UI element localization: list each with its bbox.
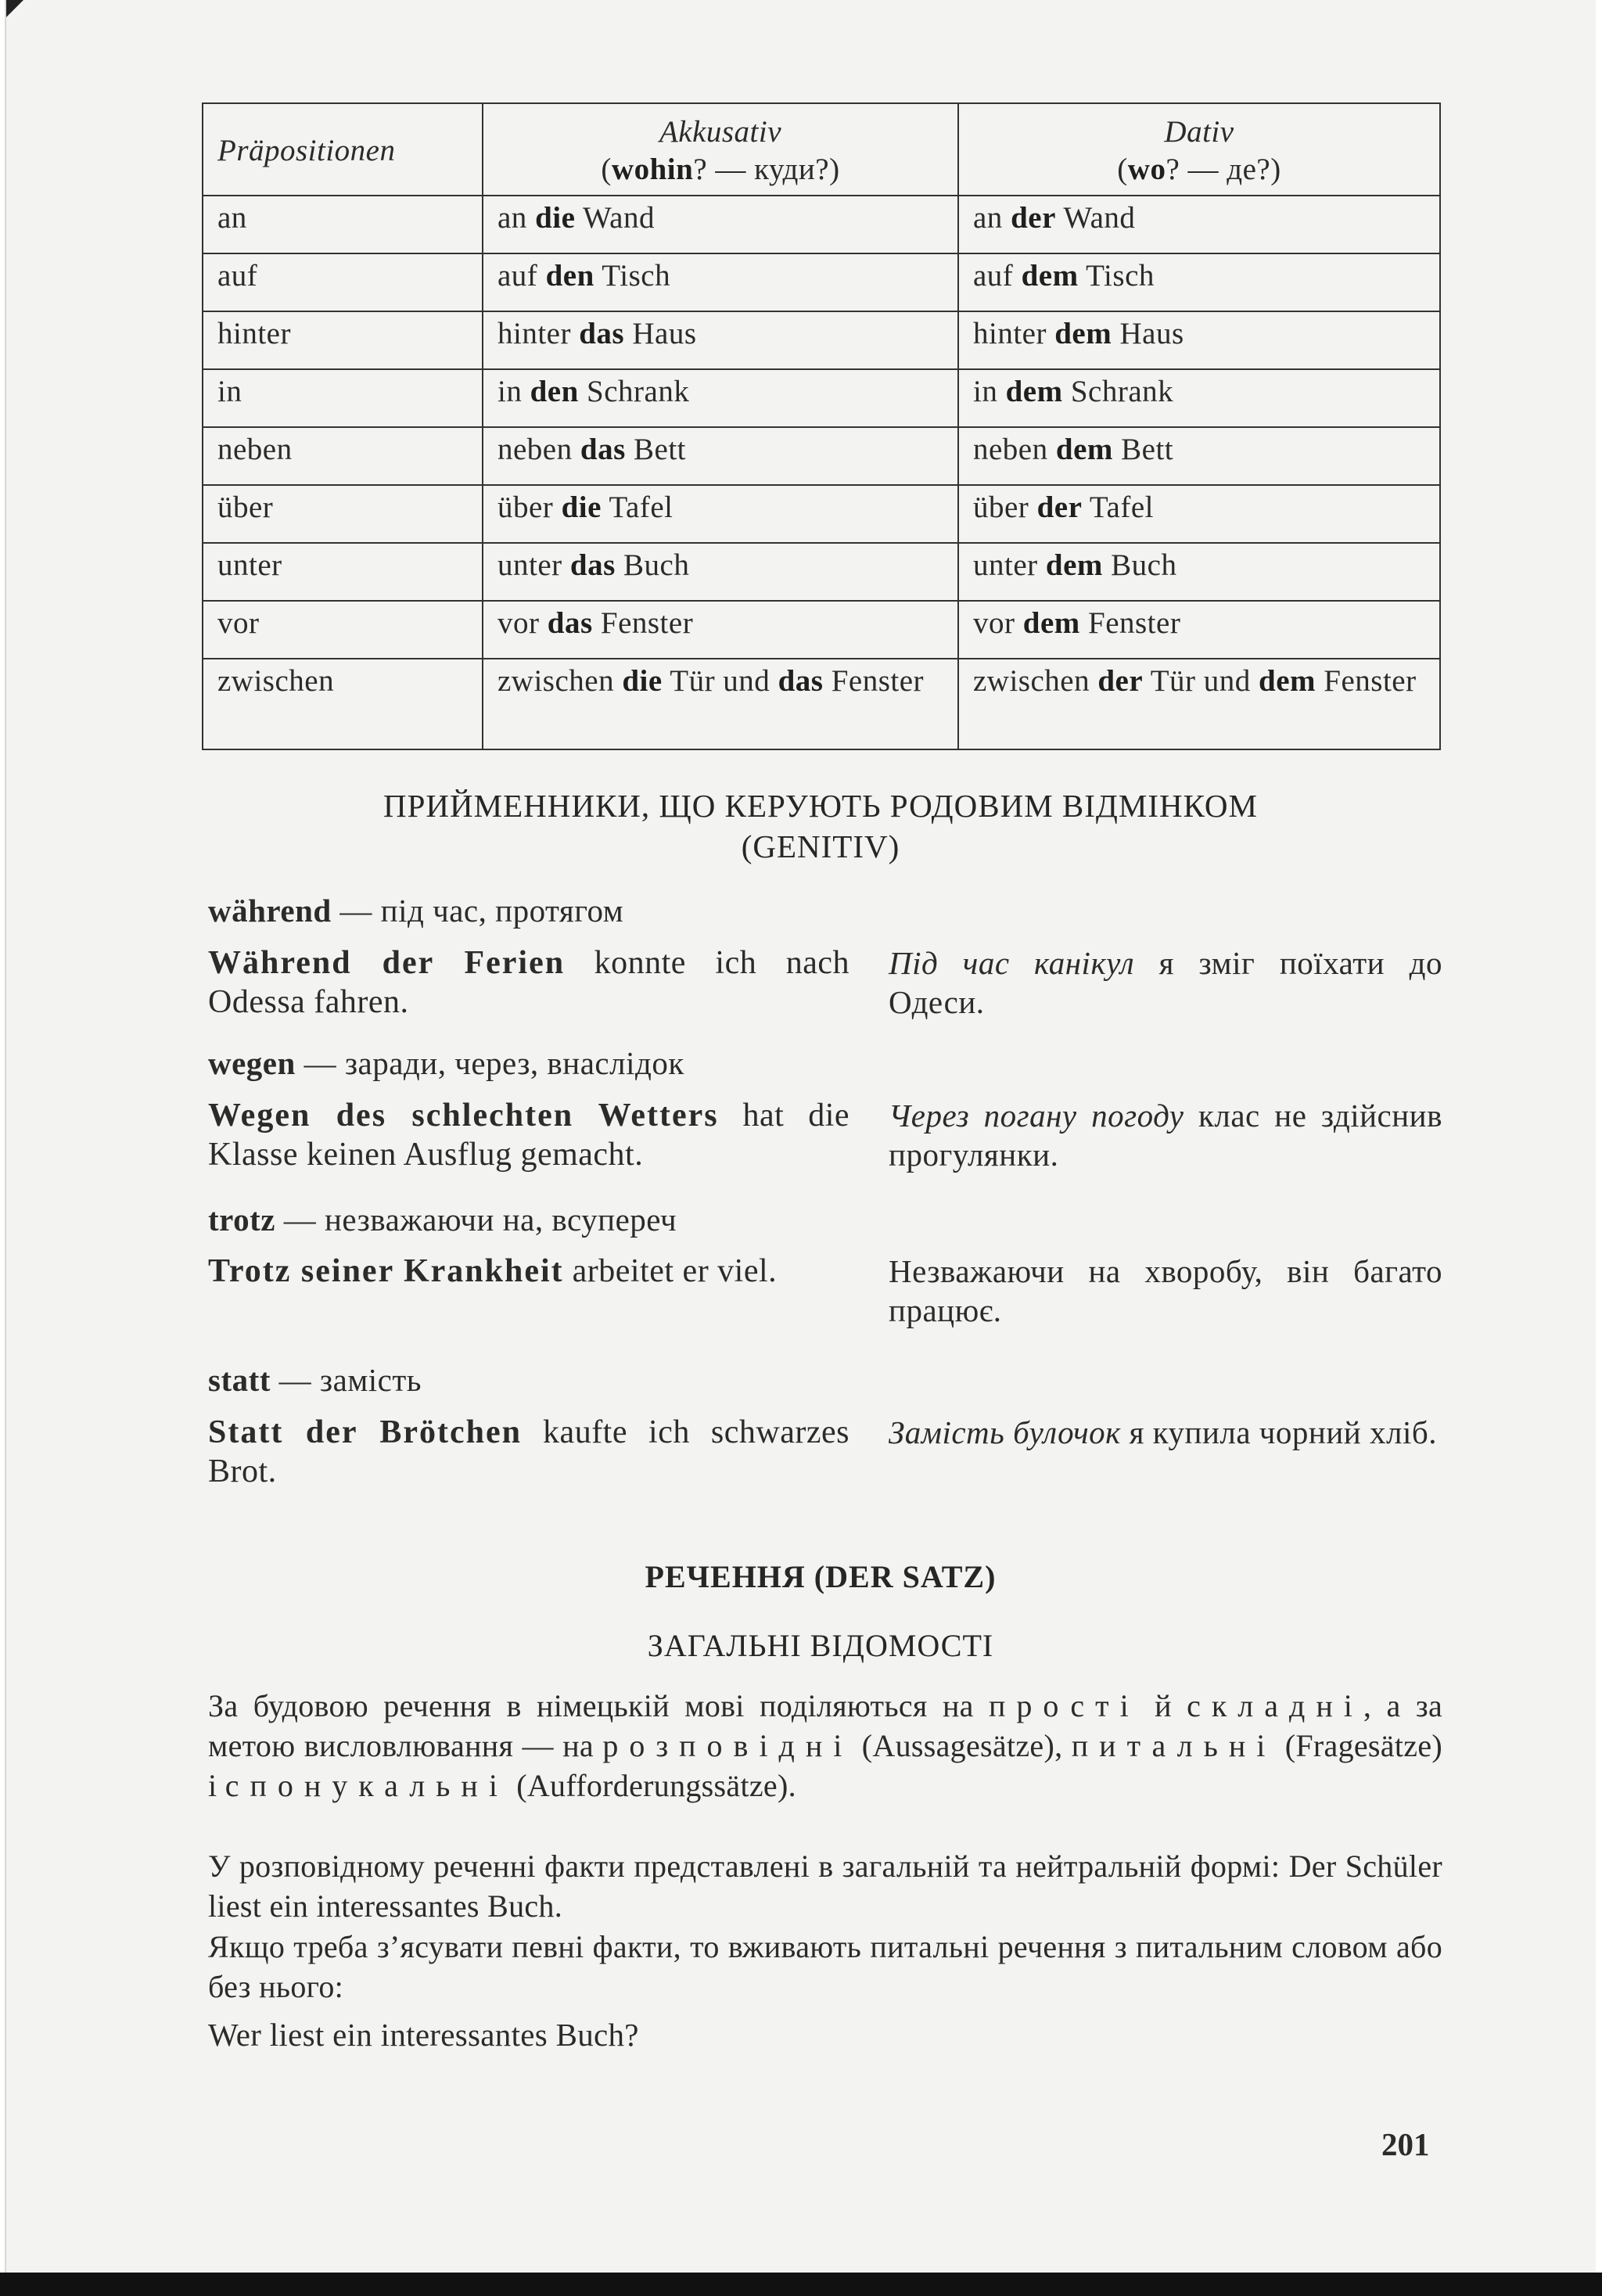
akkusativ-cell: an die Wand bbox=[483, 196, 958, 253]
dativ-cell: vor dem Fenster bbox=[958, 601, 1440, 659]
table-row bbox=[203, 311, 1440, 369]
preposition-cell: zwischen bbox=[203, 659, 483, 749]
table-row bbox=[203, 427, 1440, 485]
akkusativ-cell: in den Schrank bbox=[483, 369, 958, 427]
akkusativ-cell: zwischen die Tür und das Fenster bbox=[483, 659, 958, 749]
german-example: Statt der Brötchen kaufte ich schwarzes Brot. bbox=[208, 1414, 850, 1489]
dativ-cell: auf dem Tisch bbox=[958, 253, 1440, 311]
dativ-cell: in dem Schrank bbox=[958, 369, 1440, 427]
genitiv-section-subtitle: (GENITIV) bbox=[741, 828, 900, 864]
preposition-cell: auf bbox=[203, 253, 483, 311]
preposition-cell: vor bbox=[203, 601, 483, 659]
table-row bbox=[203, 485, 1440, 543]
satz-title: РЕЧЕННЯ (DER SATZ) bbox=[645, 1559, 997, 1594]
satz-paragraph-3: Якщо треба з’ясувати певні факти, то вживають питальні речення з питальним словом або без нього: bbox=[208, 1929, 1442, 2004]
satz-paragraph-2: У розповідному реченні факти представлені в загальній та нейтральній формі: Der Schüler liest ein interessantes Buch. bbox=[208, 1849, 1442, 1924]
table-header-row bbox=[203, 103, 1440, 196]
page-corner-mark bbox=[6, 0, 23, 17]
german-example: Wegen des schlechten Wetters hat die Klasse keinen Ausflug gemacht. bbox=[208, 1098, 850, 1173]
german-example: Trotz seiner Krankheit arbeitet er viel. bbox=[208, 1253, 778, 1289]
satz-subtitle: ЗАГАЛЬНІ ВІДОМОСТІ bbox=[647, 1628, 994, 1663]
genitiv-section-title: ПРИЙМЕННИКИ, ЩО КЕРУЮТЬ РОДОВИМ ВІДМІНКОМ bbox=[383, 788, 1258, 824]
table-row bbox=[203, 659, 1440, 749]
genitiv-preposition-heading: statt — замість bbox=[208, 1362, 422, 1398]
ukrainian-translation: Через погану погоду клас не здійснив прогулянки. bbox=[889, 1098, 1442, 1173]
ukrainian-translation: Під час канікул я зміг поїхати до Одеси. bbox=[889, 945, 1442, 1020]
akkusativ-cell: über die Tafel bbox=[483, 485, 958, 543]
dativ-cell: neben dem Bett bbox=[958, 427, 1440, 485]
preposition-cell: hinter bbox=[203, 311, 483, 369]
preposition-cell: in bbox=[203, 369, 483, 427]
preposition-cell: an bbox=[203, 196, 483, 253]
satz-paragraph-1: За будовою речення в німецькій мові поділяються на прості й складні, а за метою висловлювання — на розповідні (Aussagesätze), питальні (Fragesätze) і спонукальні (Aufforderungssätze). bbox=[208, 1688, 1442, 1803]
akkusativ-cell: vor das Fenster bbox=[483, 601, 958, 659]
genitiv-preposition-heading: trotz — незважаючи на, всупереч bbox=[208, 1202, 677, 1238]
akkusativ-cell: hinter das Haus bbox=[483, 311, 958, 369]
header-akkusativ-question: (wohin? — куди?) bbox=[601, 153, 840, 186]
table-row bbox=[203, 253, 1440, 311]
prepositions-table bbox=[202, 102, 1441, 750]
ukrainian-translation: Незважаючи на хворобу, він багато працює. bbox=[889, 1253, 1442, 1328]
genitiv-preposition-heading: wegen — заради, через, внаслідок bbox=[208, 1045, 684, 1081]
dativ-cell: hinter dem Haus bbox=[958, 311, 1440, 369]
dativ-cell: zwischen der Tür und dem Fenster bbox=[958, 659, 1440, 749]
preposition-cell: unter bbox=[203, 543, 483, 601]
scan-bottom-edge bbox=[0, 2273, 1602, 2296]
genitiv-preposition-heading: während — під час, протягом bbox=[208, 893, 624, 929]
book-page bbox=[5, 0, 1596, 2273]
ukrainian-translation: Замість булочок я купила чорний хліб. bbox=[889, 1414, 1437, 1450]
dativ-cell: über der Tafel bbox=[958, 485, 1440, 543]
header-dativ-question: (wo? — де?) bbox=[1117, 153, 1281, 186]
akkusativ-cell: unter das Buch bbox=[483, 543, 958, 601]
dativ-cell: unter dem Buch bbox=[958, 543, 1440, 601]
akkusativ-cell: neben das Bett bbox=[483, 427, 958, 485]
table-row bbox=[203, 369, 1440, 427]
table-row bbox=[203, 543, 1440, 601]
header-prepositions: Präpositionen bbox=[203, 103, 483, 196]
header-dativ: Dativ (wo? — де?) bbox=[958, 103, 1440, 196]
page-number: 201 bbox=[1381, 2126, 1430, 2162]
dativ-cell: an der Wand bbox=[958, 196, 1440, 253]
header-akkusativ: Akkusativ (wohin? — куди?) bbox=[483, 103, 958, 196]
german-example: Während der Ferien konnte ich nach Odessa fahren. bbox=[208, 945, 849, 1020]
preposition-cell: über bbox=[203, 485, 483, 543]
table-row bbox=[203, 196, 1440, 253]
satz-example-question: Wer liest ein interessantes Buch? bbox=[208, 2017, 639, 2053]
preposition-cell: neben bbox=[203, 427, 483, 485]
akkusativ-cell: auf den Tisch bbox=[483, 253, 958, 311]
table-row bbox=[203, 601, 1440, 659]
